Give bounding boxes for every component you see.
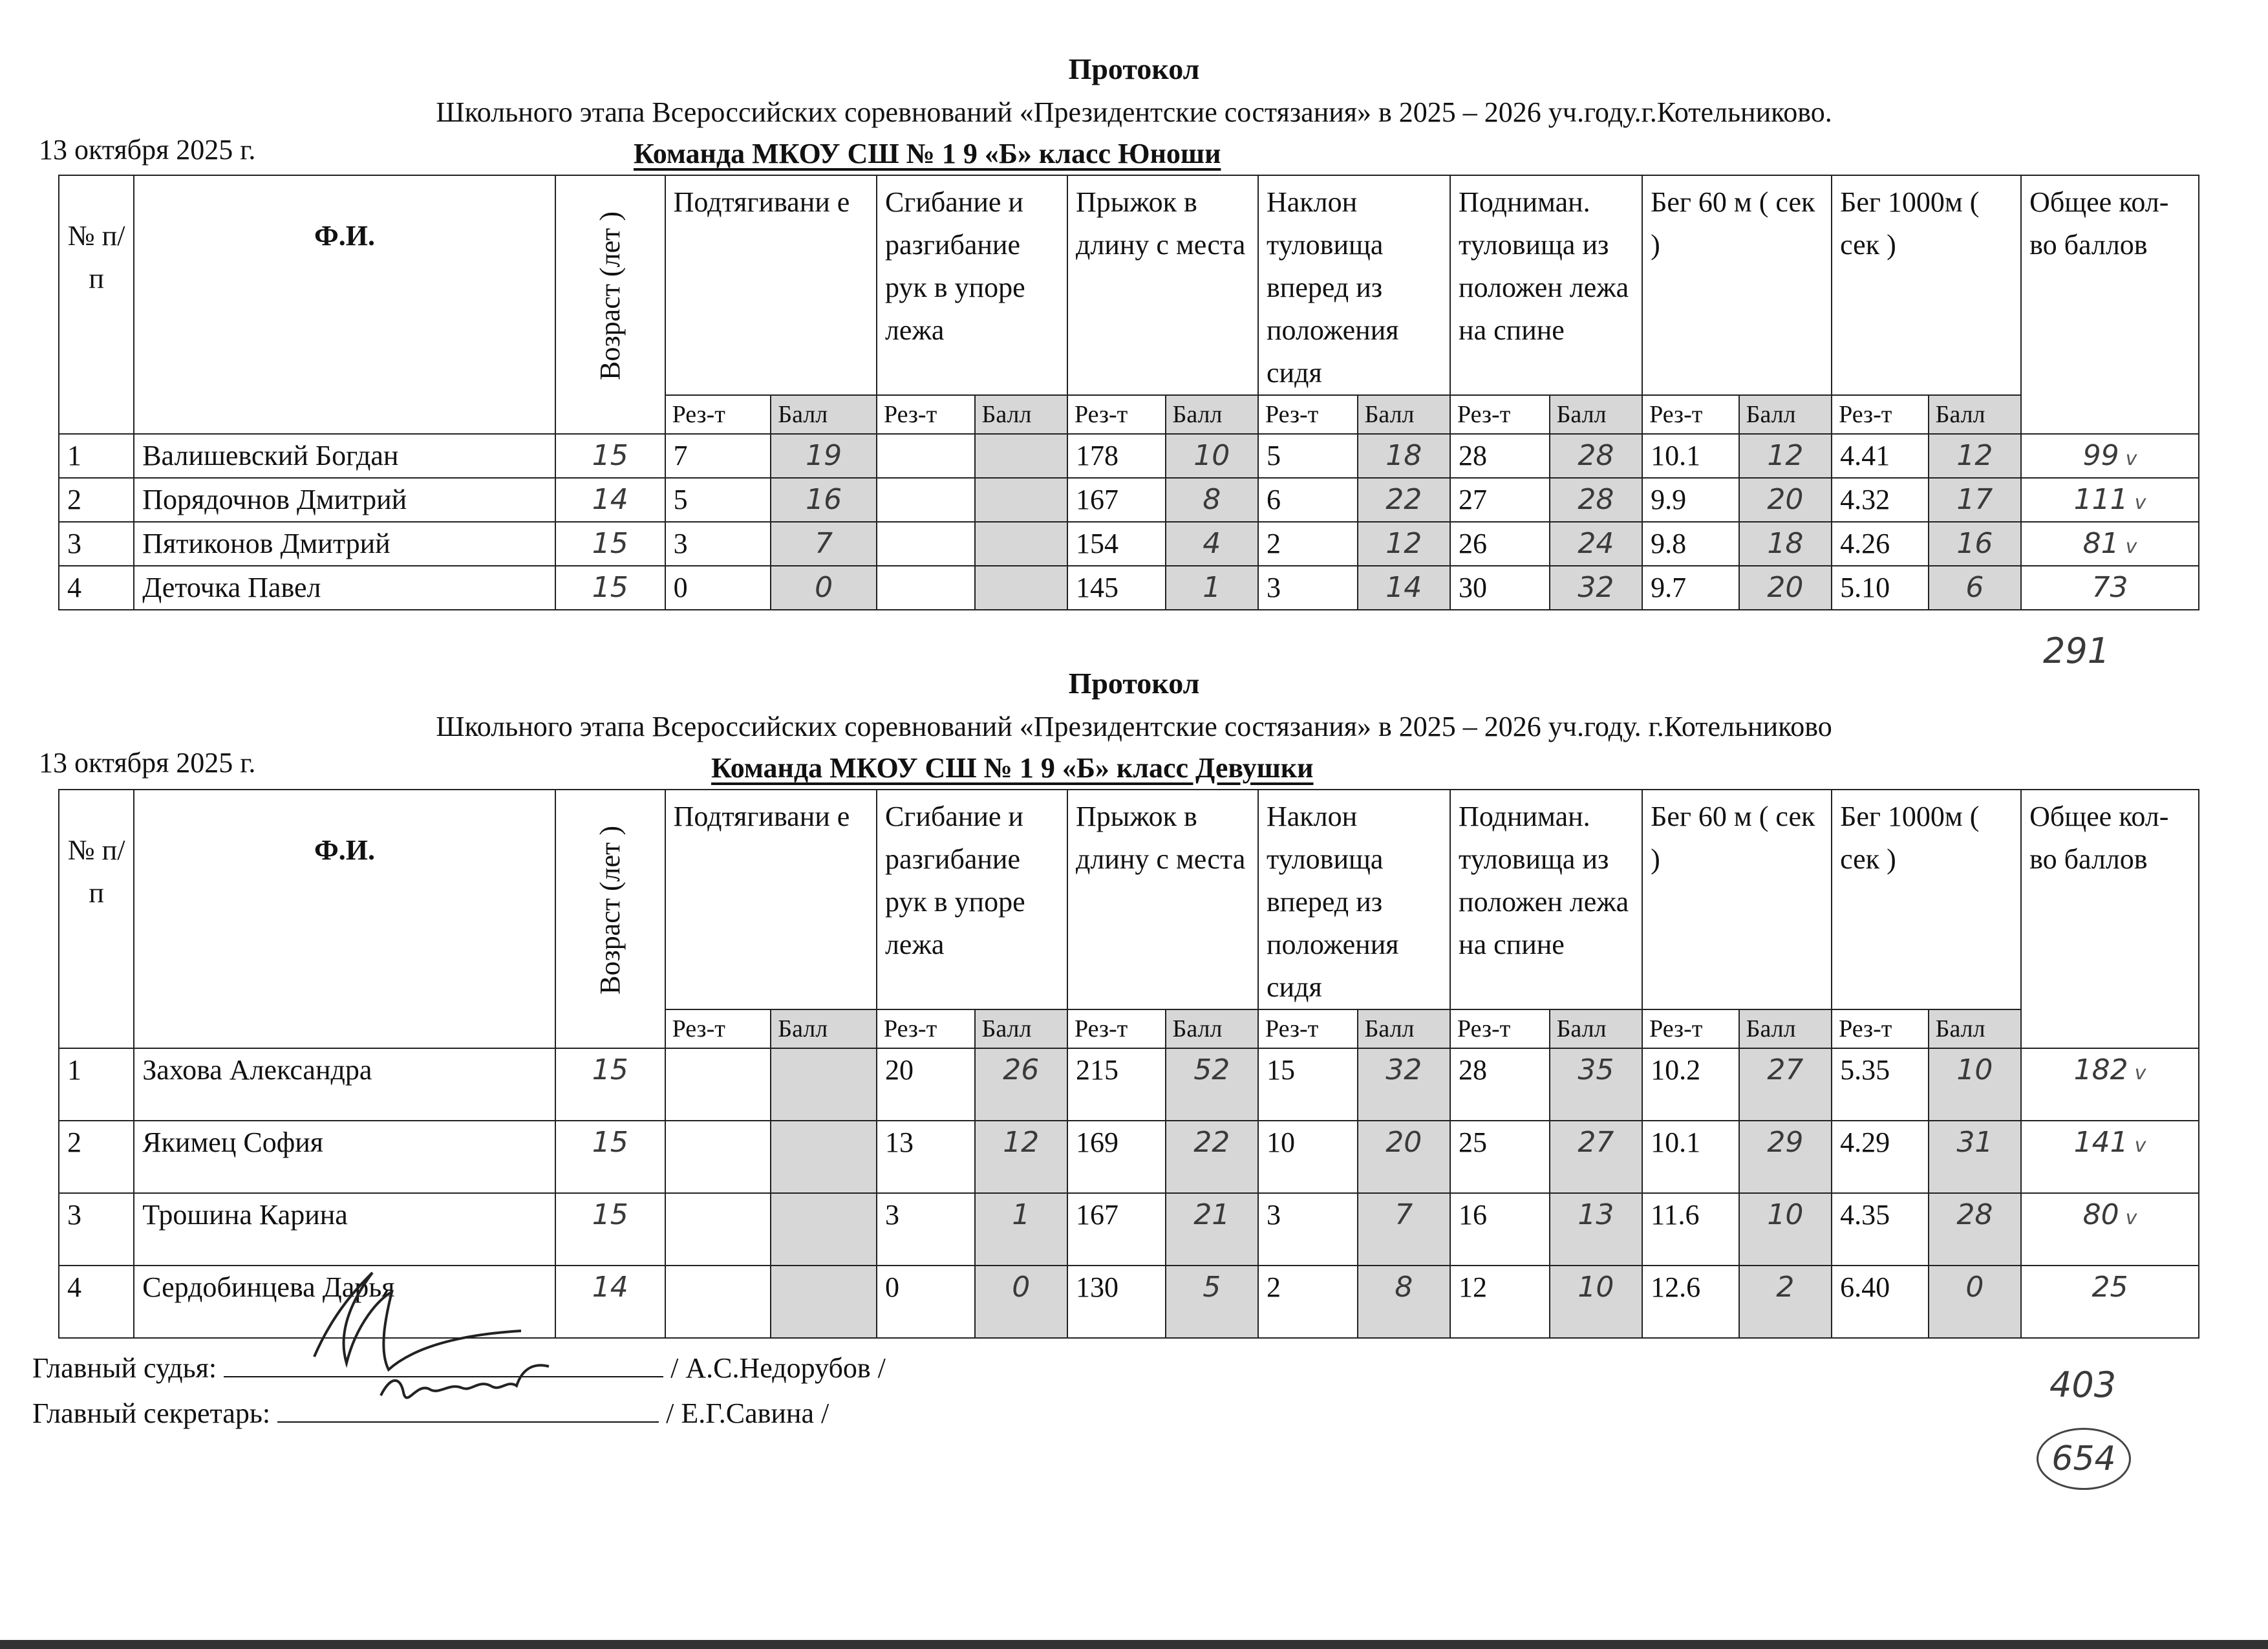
athlete-name: Трошина Карина — [134, 1193, 555, 1266]
pullups-result — [665, 1266, 771, 1338]
age-handwritten: 14 — [555, 478, 665, 522]
age-handwritten: 15 — [555, 566, 665, 610]
pushups-result: 3 — [877, 1193, 975, 1266]
run1000-result: 5.35 — [1832, 1048, 1929, 1121]
situps-score: 27 — [1550, 1121, 1642, 1193]
grand-total-circled: 654 — [2037, 1428, 2131, 1490]
subheader-score: Балл — [1166, 1009, 1258, 1048]
pushups-result: 0 — [877, 1266, 975, 1338]
pullups-result — [665, 1121, 771, 1193]
boys-sum-handwritten: 291 — [2043, 630, 2110, 671]
subheader-result: Рез-т — [665, 1009, 771, 1048]
total-score-handwritten: 141 v — [2021, 1121, 2199, 1193]
run1000-score: 31 — [1929, 1121, 2021, 1193]
jump-result: 169 — [1067, 1121, 1166, 1193]
situps-result: 27 — [1450, 478, 1550, 522]
run60-score: 18 — [1739, 522, 1832, 566]
athlete-name: Сердобинцева Дарья — [134, 1266, 555, 1338]
pullups-result: 3 — [665, 522, 771, 566]
run60-score: 27 — [1739, 1048, 1832, 1121]
situps-result: 26 — [1450, 522, 1550, 566]
athlete-name: Деточка Павел — [134, 566, 555, 610]
total-score-handwritten: 99 v — [2021, 434, 2199, 478]
total-score-handwritten: 182 v — [2021, 1048, 2199, 1121]
header-run60: Бег 60 м ( сек ) — [1642, 790, 1832, 1009]
header-jump: Прыжок в длину с места — [1067, 790, 1258, 1009]
situps-score: 24 — [1550, 522, 1642, 566]
subheader-score: Балл — [1929, 1009, 2021, 1048]
table-row — [59, 434, 2199, 478]
subheader-result: Рез-т — [665, 395, 771, 434]
subheader-score: Балл — [1739, 395, 1832, 434]
table-row — [59, 566, 2199, 610]
bend-score: 12 — [1358, 522, 1450, 566]
row-number: 2 — [59, 478, 134, 522]
jump-result: 215 — [1067, 1048, 1166, 1121]
header-pushups: Сгибание и разгибание рук в упоре лежа — [877, 790, 1067, 1009]
row-number: 1 — [59, 1048, 134, 1121]
pullups-score — [771, 1193, 877, 1266]
pushups-result: 13 — [877, 1121, 975, 1193]
run1000-result: 4.26 — [1832, 522, 1929, 566]
pushups-result — [877, 566, 975, 610]
check-mark: v — [2125, 535, 2137, 558]
subheader-score: Балл — [771, 1009, 877, 1048]
pullups-score: 16 — [771, 478, 877, 522]
check-mark: v — [2125, 447, 2137, 470]
girls-date: 13 октября 2025 г. — [39, 747, 256, 779]
run1000-result: 4.35 — [1832, 1193, 1929, 1266]
table-row — [59, 522, 2199, 566]
header-run60: Бег 60 м ( сек ) — [1642, 175, 1832, 395]
run1000-score: 17 — [1929, 478, 2021, 522]
age-handwritten: 14 — [555, 1266, 665, 1338]
row-number: 3 — [59, 1193, 134, 1266]
run60-result: 10.2 — [1642, 1048, 1739, 1121]
total-score-handwritten: 73 — [2021, 566, 2199, 610]
bend-score: 14 — [1358, 566, 1450, 610]
table-row — [59, 1121, 2199, 1193]
pullups-result — [665, 1048, 771, 1121]
subheader-result: Рез-т — [1258, 1009, 1358, 1048]
girls-team: Команда МКОУ СШ № 1 9 «Б» класс Девушки — [711, 752, 1314, 784]
judge-name: / А.С.Недорубов / — [670, 1352, 886, 1384]
athlete-name: Порядочнов Дмитрий — [134, 478, 555, 522]
jump-score: 21 — [1166, 1193, 1258, 1266]
header-run1000: Бег 1000м ( сек ) — [1832, 175, 2021, 395]
subheader-score: Балл — [975, 395, 1067, 434]
pushups-score: 1 — [975, 1193, 1067, 1266]
pushups-score: 26 — [975, 1048, 1067, 1121]
situps-score: 13 — [1550, 1193, 1642, 1266]
situps-result: 28 — [1450, 1048, 1550, 1121]
subheader-result: Рез-т — [1067, 395, 1166, 434]
pushups-score: 12 — [975, 1121, 1067, 1193]
secretary-name: / Е.Г.Савина / — [666, 1397, 829, 1429]
pushups-score — [975, 522, 1067, 566]
jump-result: 167 — [1067, 1193, 1166, 1266]
athlete-name: Якимец София — [134, 1121, 555, 1193]
run1000-result: 5.10 — [1832, 566, 1929, 610]
age-handwritten: 15 — [555, 1048, 665, 1121]
header-run1000: Бег 1000м ( сек ) — [1832, 790, 2021, 1009]
age-handwritten: 15 — [555, 1121, 665, 1193]
row-number: 3 — [59, 522, 134, 566]
run60-result: 10.1 — [1642, 434, 1739, 478]
pullups-score: 0 — [771, 566, 877, 610]
pullups-result — [665, 1193, 771, 1266]
age-handwritten: 15 — [555, 522, 665, 566]
run60-result: 12.6 — [1642, 1266, 1739, 1338]
boys-date: 13 октября 2025 г. — [39, 134, 256, 166]
jump-result: 178 — [1067, 434, 1166, 478]
subheader-score: Балл — [1166, 395, 1258, 434]
jump-result: 167 — [1067, 478, 1166, 522]
scan-edge-bar — [0, 1640, 2268, 1649]
jump-result: 145 — [1067, 566, 1166, 610]
check-mark: v — [2134, 1134, 2146, 1157]
run60-score: 29 — [1739, 1121, 1832, 1193]
header-number: № п/п — [59, 790, 134, 1048]
pushups-score — [975, 566, 1067, 610]
subheader-score: Балл — [771, 395, 877, 434]
run60-score: 20 — [1739, 478, 1832, 522]
header-jump: Прыжок в длину с места — [1067, 175, 1258, 395]
situps-result: 16 — [1450, 1193, 1550, 1266]
bend-score: 18 — [1358, 434, 1450, 478]
pullups-result: 7 — [665, 434, 771, 478]
bend-score: 32 — [1358, 1048, 1450, 1121]
subheader-score: Балл — [1929, 395, 2021, 434]
header-fio: Ф.И. — [134, 175, 555, 434]
jump-score: 10 — [1166, 434, 1258, 478]
run1000-score: 6 — [1929, 566, 2021, 610]
pushups-score: 0 — [975, 1266, 1067, 1338]
bend-result: 3 — [1258, 566, 1358, 610]
run60-result: 11.6 — [1642, 1193, 1739, 1266]
age-handwritten: 15 — [555, 434, 665, 478]
row-number: 2 — [59, 1121, 134, 1193]
situps-score: 35 — [1550, 1048, 1642, 1121]
total-score-handwritten: 80 v — [2021, 1193, 2199, 1266]
pushups-result — [877, 434, 975, 478]
run1000-result: 4.29 — [1832, 1121, 1929, 1193]
jump-score: 52 — [1166, 1048, 1258, 1121]
header-age-label: Возраст (лет ) — [594, 211, 626, 380]
subheader-score: Балл — [1550, 1009, 1642, 1048]
run60-score: 2 — [1739, 1266, 1832, 1338]
bend-score: 20 — [1358, 1121, 1450, 1193]
run1000-score: 16 — [1929, 522, 2021, 566]
header-age-label: Возраст (лет ) — [594, 825, 626, 995]
judge-signature-scribble — [224, 1337, 663, 1376]
pullups-score — [771, 1121, 877, 1193]
boys-protocol-title: Протокол — [1068, 52, 1200, 85]
girls-table — [58, 789, 2199, 1339]
subheader-score: Балл — [975, 1009, 1067, 1048]
subheader-result: Рез-т — [877, 395, 975, 434]
athlete-name: Пятиконов Дмитрий — [134, 522, 555, 566]
header-pullups: Подтягивани е — [665, 175, 877, 395]
bend-result: 6 — [1258, 478, 1358, 522]
header-fio: Ф.И. — [134, 790, 555, 1048]
row-number: 4 — [59, 1266, 134, 1338]
athlete-name: Захова Александра — [134, 1048, 555, 1121]
judge-signature — [224, 1376, 663, 1377]
run60-score: 12 — [1739, 434, 1832, 478]
header-age — [555, 175, 665, 434]
bend-result: 5 — [1258, 434, 1358, 478]
subheader-score: Балл — [1358, 395, 1450, 434]
run60-score: 10 — [1739, 1193, 1832, 1266]
situps-score: 28 — [1550, 478, 1642, 522]
header-total: Общее кол-во баллов — [2021, 175, 2199, 434]
bend-score: 8 — [1358, 1266, 1450, 1338]
jump-result: 130 — [1067, 1266, 1166, 1338]
situps-result: 25 — [1450, 1121, 1550, 1193]
row-number: 1 — [59, 434, 134, 478]
situps-score: 28 — [1550, 434, 1642, 478]
girls-protocol-subtitle: Школьного этапа Всероссийских соревнований «Президентские состязания» в 2025 – 2026 уч.году. г.Котельниково — [436, 711, 1832, 742]
secretary-label: Главный секретарь: — [32, 1397, 271, 1429]
subheader-result: Рез-т — [1832, 395, 1929, 434]
boys-protocol-subtitle: Школьного этапа Всероссийских соревнований «Президентские состязания» в 2025 – 2026 уч.году.г.Котельниково. — [436, 96, 1832, 128]
run60-result: 9.7 — [1642, 566, 1739, 610]
subheader-result: Рез-т — [1450, 1009, 1550, 1048]
pushups-result — [877, 522, 975, 566]
secretary-signature-scribble — [277, 1383, 659, 1421]
bend-score: 22 — [1358, 478, 1450, 522]
run60-result: 10.1 — [1642, 1121, 1739, 1193]
check-mark: v — [2125, 1207, 2137, 1229]
subheader-result: Рез-т — [877, 1009, 975, 1048]
pullups-result: 0 — [665, 566, 771, 610]
subheader-result: Рез-т — [1450, 395, 1550, 434]
row-number: 4 — [59, 566, 134, 610]
header-pullups: Подтягивани е — [665, 790, 877, 1009]
jump-score: 4 — [1166, 522, 1258, 566]
girls-sum-handwritten: 403 — [2049, 1364, 2117, 1405]
pullups-score: 19 — [771, 434, 877, 478]
check-mark: v — [2134, 491, 2146, 514]
subheader-result: Рез-т — [1832, 1009, 1929, 1048]
bend-result: 2 — [1258, 522, 1358, 566]
run1000-result: 4.41 — [1832, 434, 1929, 478]
run1000-score: 28 — [1929, 1193, 2021, 1266]
situps-result: 28 — [1450, 434, 1550, 478]
pullups-score — [771, 1048, 877, 1121]
subheader-result: Рез-т — [1258, 395, 1358, 434]
subheader-result: Рез-т — [1642, 395, 1739, 434]
pushups-result: 20 — [877, 1048, 975, 1121]
subheader-result: Рез-т — [1067, 1009, 1166, 1048]
run60-result: 9.8 — [1642, 522, 1739, 566]
table-row — [59, 1048, 2199, 1121]
situps-score: 10 — [1550, 1266, 1642, 1338]
header-number: № п/п — [59, 175, 134, 434]
header-pushups: Сгибание и разгибание рук в упоре лежа — [877, 175, 1067, 395]
table-row — [59, 478, 2199, 522]
jump-score: 22 — [1166, 1121, 1258, 1193]
athlete-name: Валишевский Богдан — [134, 434, 555, 478]
total-score-handwritten: 81 v — [2021, 522, 2199, 566]
header-situps: Подниман. туловища из положен лежа на спине — [1450, 175, 1642, 395]
situps-result: 30 — [1450, 566, 1550, 610]
boys-team: Команда МКОУ СШ № 1 9 «Б» класс Юноши — [634, 138, 1221, 169]
jump-score: 5 — [1166, 1266, 1258, 1338]
subheader-score: Балл — [1739, 1009, 1832, 1048]
pullups-score: 7 — [771, 522, 877, 566]
bend-result: 10 — [1258, 1121, 1358, 1193]
secretary-signature — [277, 1421, 659, 1423]
table-row — [59, 1193, 2199, 1266]
age-handwritten: 15 — [555, 1193, 665, 1266]
situps-result: 12 — [1450, 1266, 1550, 1338]
total-score-handwritten: 111 v — [2021, 478, 2199, 522]
run1000-score: 12 — [1929, 434, 2021, 478]
jump-score: 1 — [1166, 566, 1258, 610]
subheader-result: Рез-т — [1642, 1009, 1739, 1048]
check-mark: v — [2134, 1062, 2146, 1084]
pushups-score — [975, 478, 1067, 522]
boys-table — [58, 175, 2199, 610]
bend-result: 3 — [1258, 1193, 1358, 1266]
run60-score: 20 — [1739, 566, 1832, 610]
pushups-score — [975, 434, 1067, 478]
secretary-line — [32, 1397, 829, 1430]
subheader-score: Балл — [1550, 395, 1642, 434]
header-bend: Наклон туловища вперед из положения сидя — [1258, 790, 1450, 1009]
bend-result: 2 — [1258, 1266, 1358, 1338]
bend-score: 7 — [1358, 1193, 1450, 1266]
subheader-score: Балл — [1358, 1009, 1450, 1048]
header-total: Общее кол-во баллов — [2021, 790, 2199, 1048]
pullups-result: 5 — [665, 478, 771, 522]
run1000-result: 6.40 — [1832, 1266, 1929, 1338]
girls-protocol-title: Протокол — [1068, 667, 1200, 700]
total-score-handwritten: 25 — [2021, 1266, 2199, 1338]
situps-score: 32 — [1550, 566, 1642, 610]
run1000-score: 10 — [1929, 1048, 2021, 1121]
judge-label: Главный судья: — [32, 1352, 217, 1384]
run60-result: 9.9 — [1642, 478, 1739, 522]
judge-line — [32, 1352, 886, 1385]
header-bend: Наклон туловища вперед из положения сидя — [1258, 175, 1450, 395]
jump-result: 154 — [1067, 522, 1166, 566]
header-situps: Подниман. туловища из положен лежа на спине — [1450, 790, 1642, 1009]
jump-score: 8 — [1166, 478, 1258, 522]
pushups-result — [877, 478, 975, 522]
pullups-score — [771, 1266, 877, 1338]
run1000-result: 4.32 — [1832, 478, 1929, 522]
header-age — [555, 790, 665, 1048]
bend-result: 15 — [1258, 1048, 1358, 1121]
run1000-score: 0 — [1929, 1266, 2021, 1338]
